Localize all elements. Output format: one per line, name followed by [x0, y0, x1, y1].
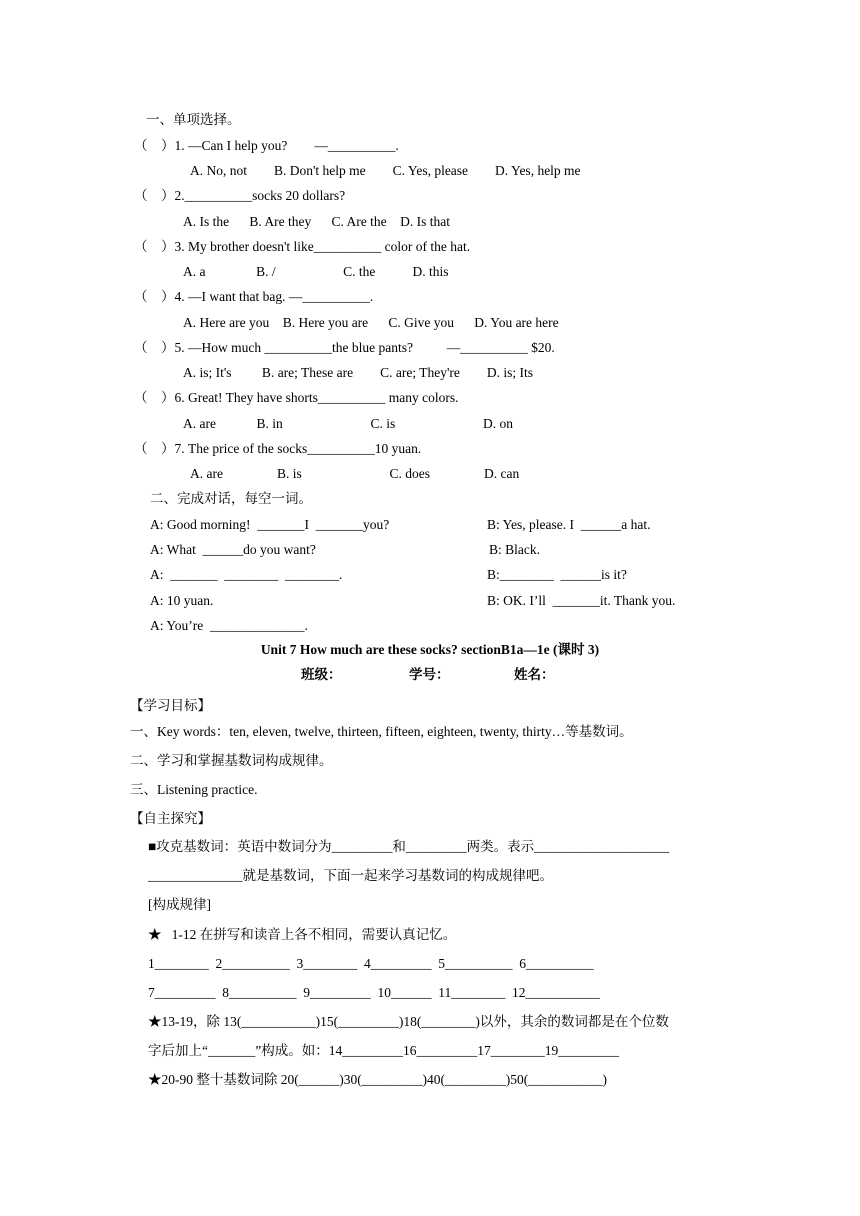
question-3-options: A. a B. / C. the D. this: [183, 264, 449, 279]
explore-paragraph-2: ______________就是基数词，下面一起来学习基数词的构成规律吧。: [148, 868, 553, 883]
rule-heading: [构成规律]: [148, 897, 211, 912]
dialog-b-line-1: B: Yes, please. I ______a hat.: [487, 517, 651, 532]
student-name-label: 姓名：: [514, 667, 555, 682]
question-3: （ ）3. My brother doesn't like__________ color of the hat.: [134, 239, 471, 254]
student-number-label: 学号：: [409, 667, 450, 682]
dialog-b-line-2: B: Black.: [489, 542, 540, 557]
dialog-a-line-3: A: _______ ________ ________.: [150, 567, 343, 582]
dialog-b-line-3: B:________ ______is it?: [487, 567, 627, 582]
unit-title: Unit 7 How much are these socks? sectionB1a—1e (课时 3): [260, 642, 600, 657]
numbers-row-1: 1________ 2__________ 3________ 4_________ 5__________ 6__________: [148, 956, 594, 971]
question-2: （ ）2.__________socks 20 dollars?: [134, 188, 346, 203]
rule-1: ★ 1-12 在拼写和读音上各不相同，需要认真记忆。: [148, 927, 457, 942]
goal-2: 二、学习和掌握基数词构成规律。: [130, 753, 333, 768]
dialog-a-line-2: A: What ______do you want?: [150, 542, 316, 557]
section1-title: 一、单项选择。: [146, 112, 241, 127]
section2-title: 二、完成对话，每空一词。: [150, 491, 312, 506]
dialog-b-line-4: B: OK. I’ll _______it. Thank you.: [487, 593, 676, 608]
numbers-row-2: 7_________ 8__________ 9_________ 10______ 11________ 12___________: [148, 985, 600, 1000]
goal-1: 一、Key words：ten, eleven, twelve, thirteen, fifteen, eighteen, twenty, thirty…等基数词。: [130, 724, 633, 739]
dialog-a-line-5: A: You’re ______________.: [150, 618, 308, 633]
question-2-options: A. Is the B. Are they C. Are the D. Is that: [183, 214, 450, 229]
question-7: （ ）7. The price of the socks__________10 yuan.: [134, 441, 422, 456]
dialog-a-line-1: A: Good morning! _______I _______you?: [150, 517, 390, 532]
dialog-a-line-4: A: 10 yuan.: [150, 593, 214, 608]
goals-heading: 【学习目标】: [130, 698, 211, 713]
explore-heading: 【自主探究】: [130, 811, 211, 826]
question-6-options: A. are B. in C. is D. on: [183, 416, 513, 431]
question-4-options: A. Here are you B. Here you are C. Give you D. You are here: [183, 315, 559, 330]
goal-3: 三、Listening practice.: [130, 782, 258, 797]
question-5: （ ）5. —How much __________the blue pants? —__________ $20.: [134, 340, 555, 355]
question-1: （ ）1. —Can I help you? —__________.: [134, 138, 399, 153]
rule-2-line-2: 字后加上“_______”构成。如：14_________16_________17________19_________: [148, 1043, 619, 1058]
question-6: （ ）6. Great! They have shorts__________ many colors.: [134, 390, 459, 405]
class-label: 班级：: [301, 667, 342, 682]
question-1-options: A. No, not B. Don't help me C. Yes, please D. Yes, help me: [190, 163, 581, 178]
question-7-options: A. are B. is C. does D. can: [190, 466, 520, 481]
question-5-options: A. is; It's B. are; These are C. are; They're D. is; Its: [183, 365, 534, 380]
explore-paragraph-1: ■攻克基数词：英语中数词分为_________和_________两类。表示____________________: [148, 839, 670, 854]
rule-3: ★20-90 整十基数词除 20(______)30(_________)40(_________)50(___________): [148, 1072, 607, 1087]
question-4: （ ）4. —I want that bag. —__________.: [134, 289, 374, 304]
rule-2-line-1: ★13-19，除 13(___________)15(_________)18(________)以外，其余的数词都是在个位数: [148, 1014, 669, 1029]
